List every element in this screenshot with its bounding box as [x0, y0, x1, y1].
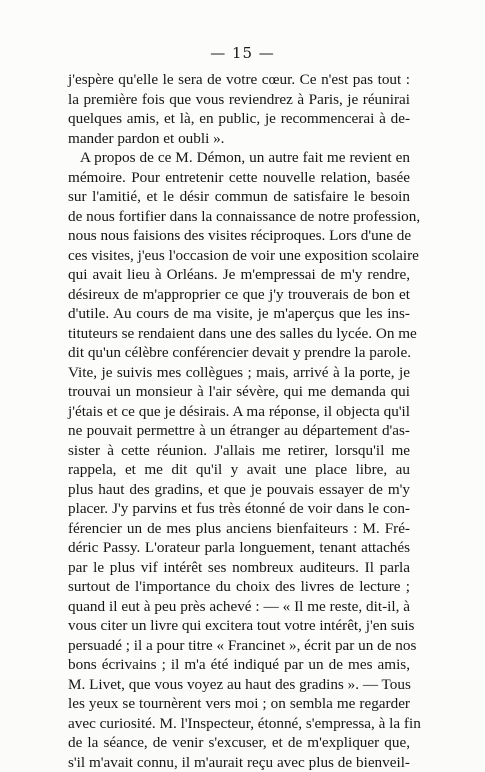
text-line: s'il m'avait connu, il m'aurait reçu avec plus de bienveil- [68, 753, 410, 772]
text-line: déric Passy. L'orateur parla longuement, tenant attachés [68, 538, 410, 558]
text-line: sister à cette réunion. J'allais me retirer, lorsqu'il me [68, 441, 410, 461]
text-line: ne pouvait permettre à un étranger au département d'as- [68, 421, 410, 441]
text-line: mémoire. Pour entretenir cette nouvelle relation, basée [68, 168, 410, 188]
text-line: férencier un de mes plus anciens bienfaiteurs : M. Fré- [68, 519, 410, 539]
text-line: j'espère qu'elle le sera de votre cœur. Ce n'est pas tout : [68, 70, 410, 90]
text-line: rappela, et me dit qu'il y avait une place libre, au [68, 460, 410, 480]
text-line: vous citer un livre qui excitera tout votre intérêt, j'en suis [68, 616, 410, 636]
text-line: de nous fortifier dans la connaissance de notre profession, [68, 207, 410, 227]
text-line: A propos de ce M. Démon, un autre fait me revient en [68, 148, 410, 168]
text-line: qui avait lieu à Orléans. Je m'empressai de m'y rendre, [68, 265, 410, 285]
text-line: ces visites, j'eus l'occasion de voir une exposition scolaire [68, 246, 410, 266]
body-text [68, 70, 410, 772]
text-line: quelques amis, et là, en public, je recommencerai à de- [68, 109, 410, 129]
text-line: persuadé ; il a pour titre « Francinet », écrit par un de nos [68, 636, 410, 656]
text-line: bons écrivains ; il m'a été indiqué par un de mes amis, [68, 655, 410, 675]
text-line: mander pardon et oubli ». [68, 129, 410, 149]
text-line: surtout de l'importance du choix des livres de lecture ; [68, 577, 410, 597]
text-line: Vite, je suivis mes collègues ; mais, arrivé à la porte, je [68, 363, 410, 383]
text-line: j'étais et ce que je désirais. A ma réponse, il objecta qu'il [68, 402, 410, 422]
text-line: avec curiosité. M. l'Inspecteur, étonné, s'empressa, à la fin [68, 714, 410, 734]
text-line: les yeux se tournèrent vers moi ; on sembla me regarder [68, 694, 410, 714]
text-line: quand il eut à peu près achevé : — « Il me reste, dit-il, à [68, 597, 410, 617]
text-line: par le plus vif intérêt ses nombreux auditeurs. Il parla [68, 558, 410, 578]
text-line: la première fois que vous reviendrez à Paris, je réunirai [68, 90, 410, 110]
text-line: de la séance, de venir s'excuser, et de m'expliquer que, [68, 733, 410, 753]
text-line: dit qu'un célèbre conférencier devait y prendre la parole. [68, 343, 410, 363]
text-line: trouvai un monsieur à l'air sévère, qui me demanda qui [68, 382, 410, 402]
text-line: nous nous faisions des visites réciproques. Lors d'une de [68, 226, 410, 246]
text-line: désireux de m'approprier ce que j'y trouverais de bon et [68, 285, 410, 305]
text-line: placer. J'y parvins et fus très étonné de voir dans le con- [68, 499, 410, 519]
text-line: plus haut des gradins, et que je pouvais essayer de m'y [68, 480, 410, 500]
text-line: M. Livet, que vous voyez au haut des gradins ». — Tous [68, 675, 410, 695]
text-line: d'utile. Au cours de ma visite, je m'aperçus que les ins- [68, 304, 410, 324]
text-line: sur l'amitié, et le désir commun de satisfaire le besoin [68, 187, 410, 207]
text-line: tituteurs se rendaient dans une des salles du lycée. On me [68, 324, 410, 344]
page-number: — 15 — [0, 44, 485, 62]
